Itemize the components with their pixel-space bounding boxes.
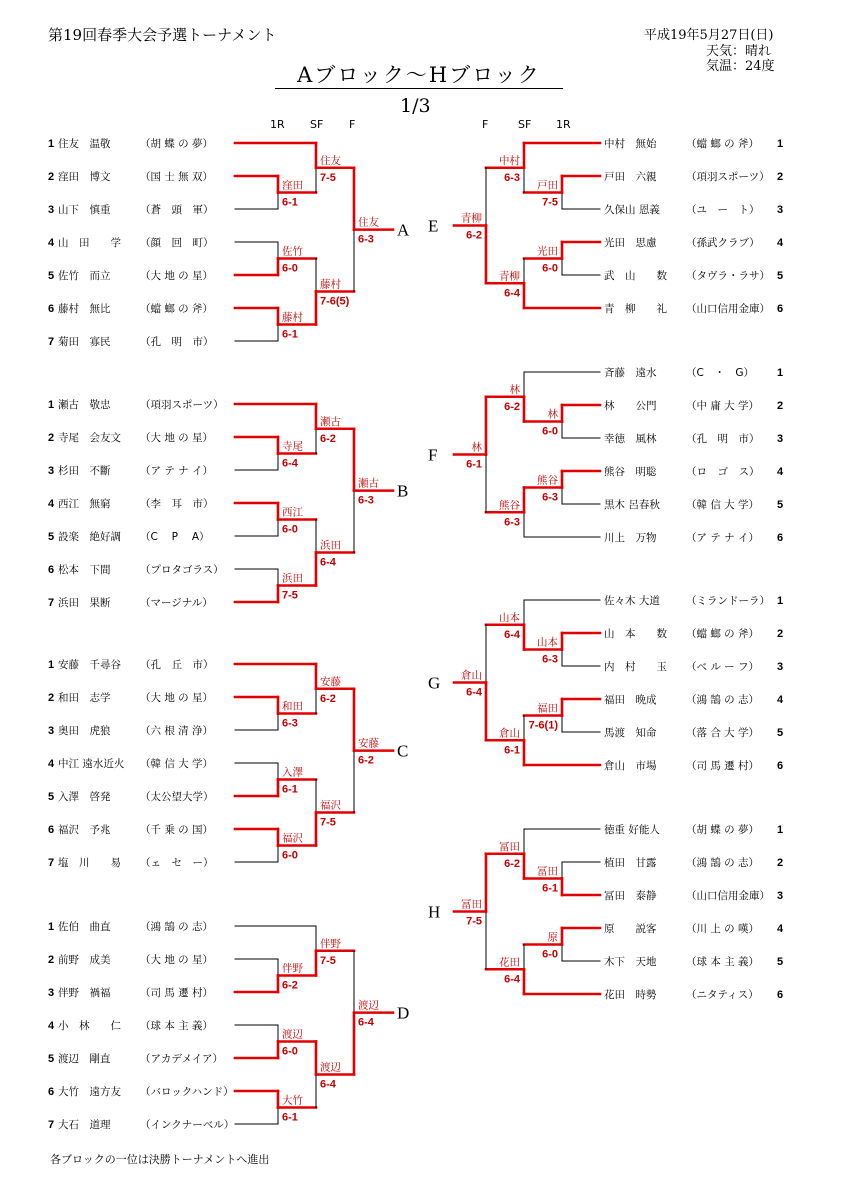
- player-name: 和田 志学: [58, 692, 111, 704]
- match-score: 6-0: [282, 849, 298, 862]
- player-seed: 1: [48, 399, 55, 411]
- match-score: 7-6(5): [320, 295, 350, 308]
- match-winner: 瀬古: [320, 415, 341, 428]
- match-winner: 西江: [282, 506, 303, 519]
- match-score: 7-5: [542, 196, 558, 209]
- player-name: 植田 甘露: [604, 857, 657, 869]
- tournament-title: 第19回春季大会予選トーナメント: [48, 26, 277, 44]
- player-team: （六 根 清 浄）: [140, 725, 214, 737]
- match-score: 6-2: [504, 400, 520, 413]
- player-seed: 2: [777, 400, 784, 412]
- match-score: 6-1: [282, 196, 298, 209]
- player-seed: 6: [48, 1086, 55, 1098]
- player-name: 武 山 数: [604, 270, 667, 282]
- player-name: 山 田 学: [58, 237, 121, 249]
- player-name: 馬渡 知命: [604, 727, 657, 739]
- player-name: 内 村 玉: [604, 661, 667, 673]
- player-seed: 1: [48, 921, 55, 933]
- player-team: （大 地 の 星）: [140, 432, 214, 444]
- player-team: （山口信用金庫）: [686, 890, 770, 902]
- block-letter: A: [397, 220, 410, 240]
- player-name: 住友 温敬: [58, 138, 111, 150]
- player-name: 熊谷 明聡: [604, 466, 657, 478]
- player-name: 松本 下間: [58, 564, 111, 576]
- match-score: 7-5: [320, 171, 336, 184]
- final-score: 6-1: [466, 458, 482, 471]
- player-team: （ア テ ナ イ）: [686, 532, 760, 544]
- player-name: 山下 慎重: [58, 204, 111, 216]
- match-score: 6-0: [282, 523, 298, 536]
- player-team: （孫武クラブ）: [686, 237, 760, 249]
- player-name: 菊田 寡民: [58, 336, 111, 348]
- match-winner: 寺尾: [282, 440, 303, 453]
- match-winner: 山本: [499, 611, 520, 624]
- match-score: 6-4: [504, 628, 520, 641]
- player-team: （大 地 の 星）: [140, 954, 214, 966]
- final-score: 6-3: [358, 494, 374, 507]
- match-winner: 福沢: [282, 832, 303, 845]
- page-number: 1/3: [400, 95, 431, 117]
- player-name: 設楽 絶好調: [58, 531, 121, 543]
- player-name: 光田 思慮: [604, 237, 657, 249]
- player-name: 大竹 遠方友: [58, 1086, 121, 1098]
- match-winner: 戸田: [537, 179, 558, 192]
- match-winner: 光田: [537, 245, 558, 258]
- player-team: （蒼 頭 軍）: [140, 204, 214, 216]
- player-name: 塩 川 易: [58, 857, 121, 869]
- player-seed: 4: [777, 694, 784, 706]
- final-score: 6-3: [358, 233, 374, 246]
- player-name: 瀬古 敬忠: [58, 399, 111, 411]
- block-letter: C: [397, 741, 409, 761]
- player-seed: 6: [777, 303, 784, 315]
- player-team: （ミランドーラ）: [686, 595, 770, 607]
- player-seed: 2: [48, 432, 55, 444]
- round-label-sf-right: SF: [518, 118, 532, 131]
- player-name: 福田 晩成: [604, 694, 657, 706]
- match-score: 6-1: [282, 1111, 298, 1124]
- match-winner: 伴野: [320, 937, 341, 950]
- player-name: 安藤 千尋谷: [58, 659, 121, 671]
- match-score: 6-4: [282, 457, 298, 470]
- player-team: （アカデメイア）: [140, 1053, 223, 1065]
- player-team: （国 士 無 双）: [140, 171, 214, 183]
- player-seed: 5: [48, 791, 55, 803]
- final-score: 6-2: [358, 754, 374, 767]
- player-seed: 4: [48, 758, 55, 770]
- match-winner: 藤村: [320, 278, 341, 291]
- match-winner: 林: [509, 383, 520, 396]
- player-seed: 7: [48, 1119, 55, 1131]
- player-team: （マージナル）: [140, 597, 213, 609]
- player-name: 青 柳 礼: [604, 303, 667, 315]
- player-seed: 2: [48, 954, 55, 966]
- weather-info: 天気：晴れ: [706, 44, 772, 59]
- block-letter: H: [428, 902, 441, 922]
- round-label-f-left: F: [349, 118, 356, 131]
- player-name: 木下 天地: [604, 956, 657, 968]
- player-team: （ロ ゴ ス）: [686, 466, 760, 478]
- player-seed: 6: [777, 760, 784, 772]
- match-winner: 福田: [537, 702, 558, 715]
- player-name: 中村 無始: [604, 138, 657, 150]
- match-winner: 山本: [537, 636, 558, 649]
- player-seed: 1: [777, 595, 784, 607]
- player-team: （司 馬 遷 村）: [686, 760, 760, 772]
- player-name: 黒木 呂春秋: [604, 499, 660, 511]
- match-winner: 入澤: [282, 766, 303, 779]
- player-name: 佐伯 曲直: [58, 921, 111, 933]
- match-winner: 冨田: [499, 840, 520, 853]
- player-seed: 1: [777, 824, 784, 836]
- block-letter: B: [397, 481, 409, 501]
- match-score: 6-0: [282, 1045, 298, 1058]
- player-seed: 5: [777, 956, 784, 968]
- player-seed: 3: [777, 890, 784, 902]
- block-winner: 倉山: [461, 669, 482, 682]
- player-team: （ア テ ナ イ）: [140, 465, 214, 477]
- player-team: （胡 蝶 の 夢）: [686, 824, 760, 836]
- match-winner: 熊谷: [499, 499, 520, 512]
- player-team: （項羽スポーツ）: [686, 171, 770, 183]
- match-winner: 熊谷: [537, 474, 558, 487]
- player-team: （孔 明 市）: [686, 433, 760, 445]
- player-seed: 6: [48, 564, 55, 576]
- player-seed: 7: [48, 857, 55, 869]
- player-seed: 7: [48, 336, 55, 348]
- player-team: （蟷 螂 の 斧）: [686, 138, 760, 150]
- final-score: 7-5: [466, 915, 482, 928]
- player-team: （大 地 の 星）: [140, 692, 214, 704]
- player-seed: 5: [48, 531, 55, 543]
- player-seed: 1: [48, 138, 55, 150]
- match-score: 6-3: [282, 717, 298, 730]
- player-team: （バロックハンド）: [140, 1086, 234, 1098]
- player-seed: 6: [48, 824, 55, 836]
- player-name: 花田 時勢: [604, 989, 657, 1001]
- player-seed: 5: [48, 270, 55, 282]
- block-winner: 冨田: [461, 898, 482, 911]
- player-team: （ニタティス）: [686, 989, 759, 1001]
- player-name: 浜田 果断: [58, 597, 111, 609]
- player-seed: 6: [777, 532, 784, 544]
- player-name: 林 公門: [604, 400, 657, 412]
- player-name: 川上 万物: [604, 532, 657, 544]
- player-seed: 3: [48, 465, 55, 477]
- match-score: 6-1: [504, 744, 520, 757]
- player-seed: 2: [48, 171, 55, 183]
- match-score: 6-0: [542, 262, 558, 275]
- match-winner: 伴野: [282, 962, 303, 975]
- match-winner: 大竹: [282, 1094, 303, 1107]
- match-winner: 安藤: [320, 675, 341, 688]
- player-name: 寺尾 会友文: [58, 432, 121, 444]
- event-date: 平成19年5月27日(日): [644, 28, 774, 43]
- match-score: 6-0: [542, 948, 558, 961]
- match-score: 6-4: [504, 287, 520, 300]
- match-score: 7-5: [282, 589, 298, 602]
- player-name: 久保山 恩義: [604, 204, 660, 216]
- player-team: （鴻 鵠 の 志）: [686, 694, 760, 706]
- match-score: 6-2: [320, 692, 336, 705]
- player-name: 冨田 泰静: [604, 890, 657, 902]
- player-team: （蟷 螂 の 斧）: [686, 628, 760, 640]
- player-name: 山 本 数: [604, 628, 667, 640]
- player-team: （孔 明 市）: [140, 336, 214, 348]
- round-label-1r-right: 1R: [556, 118, 571, 131]
- footer-note: 各ブロックの一位は決勝トーナメントへ進出: [50, 1153, 270, 1166]
- player-seed: 6: [777, 989, 784, 1001]
- player-team: （蟷 螂 の 斧）: [140, 303, 214, 315]
- player-name: 原 説客: [604, 923, 657, 935]
- match-winner: 倉山: [499, 727, 520, 740]
- player-team: （落 合 大 学）: [686, 727, 760, 739]
- block-winner: 安藤: [358, 737, 379, 750]
- player-team: （大 地 の 星）: [140, 270, 214, 282]
- player-name: 西江 無窮: [58, 498, 111, 510]
- round-label-sf-left: SF: [310, 118, 324, 131]
- match-score: 6-2: [320, 432, 336, 445]
- page-title: Aブロック～Hブロック: [275, 62, 563, 89]
- player-seed: 2: [777, 857, 784, 869]
- match-score: 6-0: [282, 262, 298, 275]
- player-seed: 5: [777, 727, 784, 739]
- player-team: （韓 信 大 学）: [686, 499, 760, 511]
- match-winner: 冨田: [537, 865, 558, 878]
- player-team: （山口信用金庫）: [686, 303, 770, 315]
- match-winner: 住友: [320, 154, 341, 167]
- player-name: 奥田 虎狼: [58, 725, 111, 737]
- match-winner: 福沢: [320, 799, 341, 812]
- match-winner: 花田: [499, 956, 520, 969]
- player-team: （球 本 主 義）: [140, 1020, 214, 1032]
- match-winner: 青柳: [499, 270, 520, 283]
- match-score: 6-3: [542, 491, 558, 504]
- match-score: 7-6(1): [528, 719, 558, 732]
- player-seed: 4: [777, 466, 784, 478]
- player-seed: 3: [777, 661, 784, 673]
- player-seed: 5: [777, 499, 784, 511]
- player-team: （タヴラ・ラサ）: [686, 270, 770, 282]
- match-winner: 原: [547, 931, 558, 944]
- player-seed: 7: [48, 597, 55, 609]
- player-team: （プロタゴラス）: [140, 564, 224, 576]
- player-team: （球 本 主 義）: [686, 956, 760, 968]
- block-winner: 住友: [358, 216, 379, 229]
- player-name: 戸田 六親: [604, 171, 657, 183]
- player-team: （C P A）: [140, 531, 210, 543]
- player-team: （C ・ G）: [686, 367, 754, 379]
- final-score: 6-2: [466, 229, 482, 242]
- block-winner: 渡辺: [358, 999, 379, 1012]
- match-winner: 中村: [499, 154, 520, 167]
- player-seed: 4: [48, 498, 55, 510]
- match-score: 6-1: [282, 328, 298, 341]
- player-seed: 2: [48, 692, 55, 704]
- round-label-1r-left: 1R: [270, 118, 285, 131]
- block-letter: D: [397, 1003, 410, 1023]
- player-seed: 4: [48, 237, 55, 249]
- temperature-info: 気温：24度: [706, 59, 775, 74]
- match-score: 6-2: [504, 857, 520, 870]
- player-name: 福沢 予兆: [58, 824, 111, 836]
- block-winner: 青柳: [461, 212, 482, 225]
- player-seed: 3: [48, 725, 55, 737]
- match-score: 6-4: [504, 973, 520, 986]
- player-team: （ェ セ ー）: [140, 857, 214, 869]
- player-seed: 1: [48, 659, 55, 671]
- match-winner: 和田: [282, 700, 303, 713]
- player-seed: 3: [777, 433, 784, 445]
- match-winner: 佐竹: [282, 245, 303, 258]
- match-winner: 藤村: [282, 311, 303, 324]
- match-score: 6-0: [542, 425, 558, 438]
- block-letter: F: [428, 445, 438, 465]
- player-seed: 3: [777, 204, 784, 216]
- block-letter: E: [428, 216, 439, 236]
- match-score: 6-3: [542, 653, 558, 666]
- player-team: （韓 信 大 学）: [140, 758, 214, 770]
- match-score: 6-4: [320, 556, 336, 569]
- player-team: （顔 回 町）: [140, 237, 214, 249]
- round-label-f-right: F: [482, 118, 489, 131]
- player-name: 藤村 無比: [58, 303, 111, 315]
- match-score: 6-1: [542, 882, 558, 895]
- player-seed: 4: [777, 923, 784, 935]
- player-name: 幸徳 風林: [604, 433, 657, 445]
- block-winner: 林: [471, 441, 482, 454]
- player-team: （ユ ー ト）: [686, 204, 760, 216]
- match-score: 7-5: [320, 816, 336, 829]
- player-team: （項羽スポーツ）: [140, 399, 224, 411]
- player-team: （ベ ル ー フ）: [686, 661, 760, 673]
- player-seed: 4: [777, 237, 784, 249]
- player-name: 大石 道理: [58, 1119, 111, 1131]
- player-team: （司 馬 遷 村）: [140, 987, 214, 999]
- player-name: 佐竹 而立: [58, 270, 111, 282]
- player-name: 倉山 市場: [604, 760, 657, 772]
- player-team: （中 庸 大 学）: [686, 400, 760, 412]
- match-winner: 林: [547, 408, 558, 421]
- player-team: （千 乗 の 国）: [140, 824, 214, 836]
- player-team: （孔 丘 市）: [140, 659, 214, 671]
- match-winner: 渡辺: [320, 1061, 341, 1074]
- player-team: （鴻 鵠 の 志）: [140, 921, 214, 933]
- match-winner: 渡辺: [282, 1028, 303, 1041]
- player-team: （胡 蝶 の 夢）: [140, 138, 214, 150]
- player-name: 杉田 不斷: [58, 465, 111, 477]
- player-seed: 2: [777, 171, 784, 183]
- player-team: （鴻 鵠 の 志）: [686, 857, 760, 869]
- block-winner: 瀬古: [358, 477, 379, 490]
- player-seed: 1: [777, 138, 784, 150]
- player-seed: 4: [48, 1020, 55, 1032]
- player-name: 斉藤 遠水: [604, 367, 657, 379]
- player-name: 前野 成美: [58, 954, 111, 966]
- player-seed: 3: [48, 987, 55, 999]
- player-seed: 3: [48, 204, 55, 216]
- final-score: 6-4: [358, 1016, 374, 1029]
- player-team: （太公望大学）: [140, 791, 214, 803]
- final-score: 6-4: [466, 686, 482, 699]
- match-score: 6-4: [320, 1078, 336, 1091]
- player-name: 渡辺 剛直: [58, 1053, 111, 1065]
- player-name: 窪田 博文: [58, 171, 111, 183]
- match-winner: 窪田: [282, 179, 303, 192]
- player-name: 入澤 啓発: [58, 791, 111, 803]
- match-score: 6-1: [282, 783, 298, 796]
- player-name: 中江 遠水近火: [58, 758, 125, 770]
- player-seed: 5: [777, 270, 784, 282]
- player-name: 佐々木 大道: [604, 595, 660, 607]
- match-winner: 浜田: [282, 572, 303, 585]
- player-seed: 2: [777, 628, 784, 640]
- block-letter: G: [428, 673, 441, 693]
- player-team: （川 上 の 嘆）: [686, 923, 760, 935]
- match-score: 6-2: [282, 979, 298, 992]
- player-team: （インクナーベル）: [140, 1119, 235, 1131]
- player-seed: 5: [48, 1053, 55, 1065]
- player-seed: 1: [777, 367, 784, 379]
- match-score: 7-5: [320, 954, 336, 967]
- player-name: 伴野 禍福: [58, 987, 111, 999]
- match-winner: 浜田: [320, 539, 341, 552]
- match-score: 6-3: [504, 516, 520, 529]
- match-score: 6-3: [504, 171, 520, 184]
- player-name: 小 林 仁: [58, 1020, 121, 1032]
- player-seed: 6: [48, 303, 55, 315]
- player-name: 徳重 好能人: [604, 824, 660, 836]
- player-team: （李 耳 市）: [140, 498, 214, 510]
